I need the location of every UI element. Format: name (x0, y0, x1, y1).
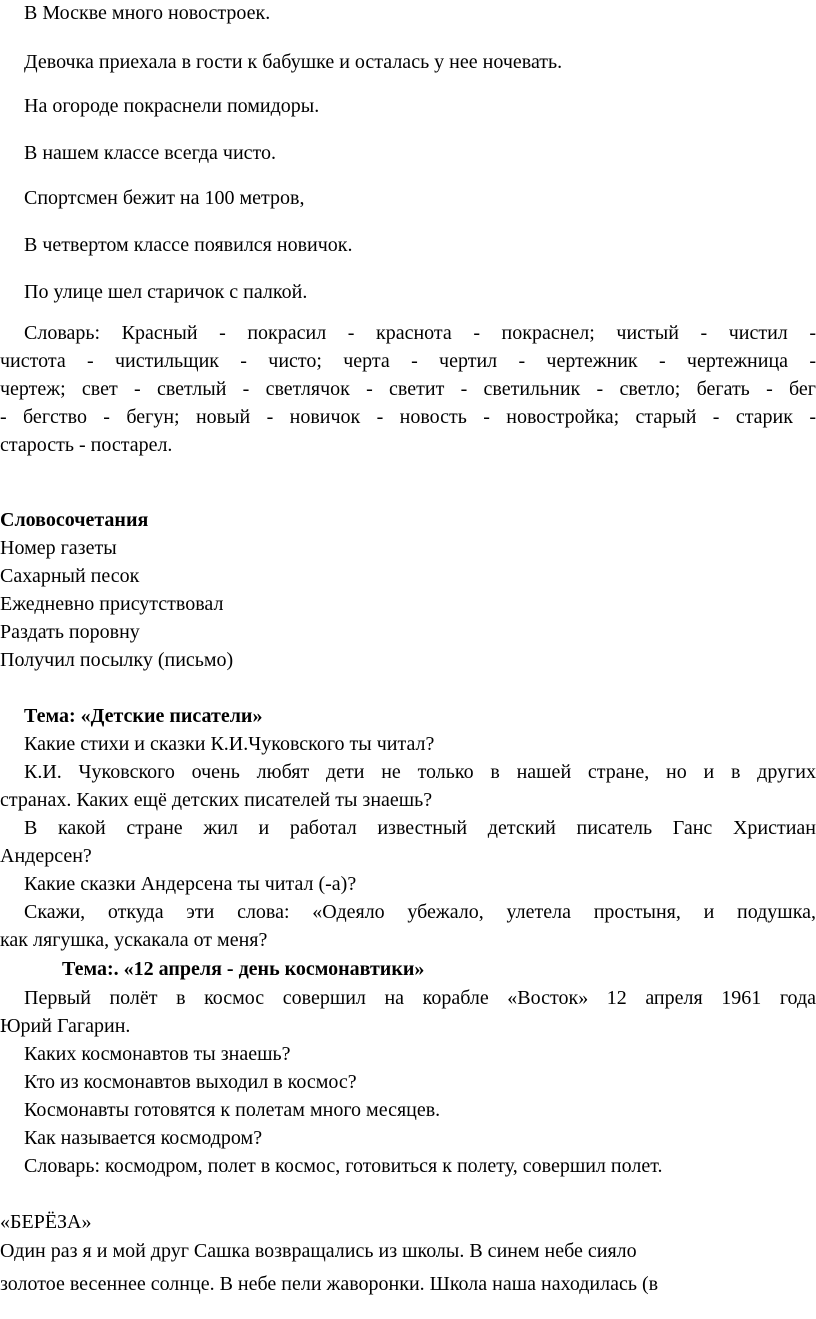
phrase-item: Ежедневно присутствовал (0, 593, 224, 615)
topic-cosmonautics-line: Словарь: космодром, полет в космос, готовиться к полету, совершил полет. (24, 1155, 663, 1177)
topic-cosmonautics-line: Каких космонавтов ты знаешь? (24, 1043, 291, 1065)
dictionary-line-2: чистота - чистильщик - чисто; черта - чертил - чертежник - чертежница - (0, 350, 816, 372)
dictionary-paragraph (0, 319, 816, 459)
topic-cosmonautics-paragraph (0, 984, 816, 1040)
story-line: Один раз я и мой друг Сашка возвращались из школы. В синем небе сияло (0, 1240, 637, 1262)
sentence-7: По улице шел старичок с палкой. (24, 281, 308, 303)
phrases-heading: Словосочетания (0, 509, 149, 531)
sentence-6: В четвертом классе появился новичок. (24, 234, 353, 256)
sentence-3: На огороде покраснели помидоры. (24, 95, 320, 117)
topic-writers-line: К.И. Чуковского очень любят дети не только в нашей стране, но и в других (24, 761, 816, 783)
dictionary-line-3: чертеж; свет - светлый - светлячок - светит - светильник - светло; бегать - бег (0, 378, 816, 400)
topic-writers-line: В какой стране жил и работал известный детский писатель Ганс Христиан (24, 817, 816, 839)
topic-writers-title: Тема: «Детские писатели» (24, 705, 263, 727)
dictionary-line-4: - бегство - бегун; новый - новичок - новость - новостройка; старый - старик - (0, 406, 816, 428)
phrase-item: Сахарный песок (0, 565, 140, 587)
sentence-2: Девочка приехала в гости к бабушке и осталась у нее ночевать. (24, 51, 563, 73)
phrase-item: Номер газеты (0, 537, 117, 559)
dictionary-line-5: старость - постарел. (0, 434, 173, 456)
topic-cosmonautics-line: Как называется космодром? (24, 1127, 263, 1149)
topic-writers-line: Какие сказки Андерсена ты читал (-а)? (24, 873, 357, 895)
sentence-4: В нашем классе всегда чисто. (24, 142, 277, 164)
topic-writers-line: Андерсен? (0, 845, 92, 867)
phrase-item: Раздать поровну (0, 621, 140, 643)
topic-writers-paragraph (0, 814, 816, 870)
story-title: «БЕРЁЗА» (0, 1211, 92, 1233)
topic-cosmonautics-line: Кто из космонавтов выходил в космос? (24, 1071, 357, 1093)
topic-cosmonautics-line: Космонавты готовятся к полетам много месяцев. (24, 1099, 441, 1121)
topic-writers-paragraph (0, 898, 816, 954)
topic-writers-paragraph (0, 758, 816, 814)
topic-writers-line: Какие стихи и сказки К.И.Чуковского ты читал? (24, 733, 435, 755)
story-line: золотое весеннее солнце. В небе пели жаворонки. Школа наша находилась (в (0, 1273, 659, 1295)
topic-cosmonautics-line: Юрий Гагарин. (0, 1015, 131, 1037)
topic-cosmonautics-title: Тема:. «12 апреля - день космонавтики» (62, 958, 425, 980)
topic-cosmonautics-line: Первый полёт в космос совершил на корабле «Восток» 12 апреля 1961 года (24, 987, 816, 1009)
topic-writers-line: как лягушка, ускакала от меня? (0, 929, 268, 951)
sentence-1: В Москве много новостроек. (24, 2, 271, 24)
dictionary-line-1: Словарь: Красный - покрасил - краснота - покраснел; чистый - чистил - (24, 322, 816, 344)
sentence-5: Спортсмен бежит на 100 метров, (24, 187, 305, 209)
topic-writers-line: Скажи, откуда эти слова: «Одеяло убежало, улетела простыня, и подушка, (24, 901, 816, 923)
phrase-item: Получил посылку (письмо) (0, 649, 234, 671)
topic-writers-line: странах. Каких ещё детских писателей ты знаешь? (0, 789, 433, 811)
